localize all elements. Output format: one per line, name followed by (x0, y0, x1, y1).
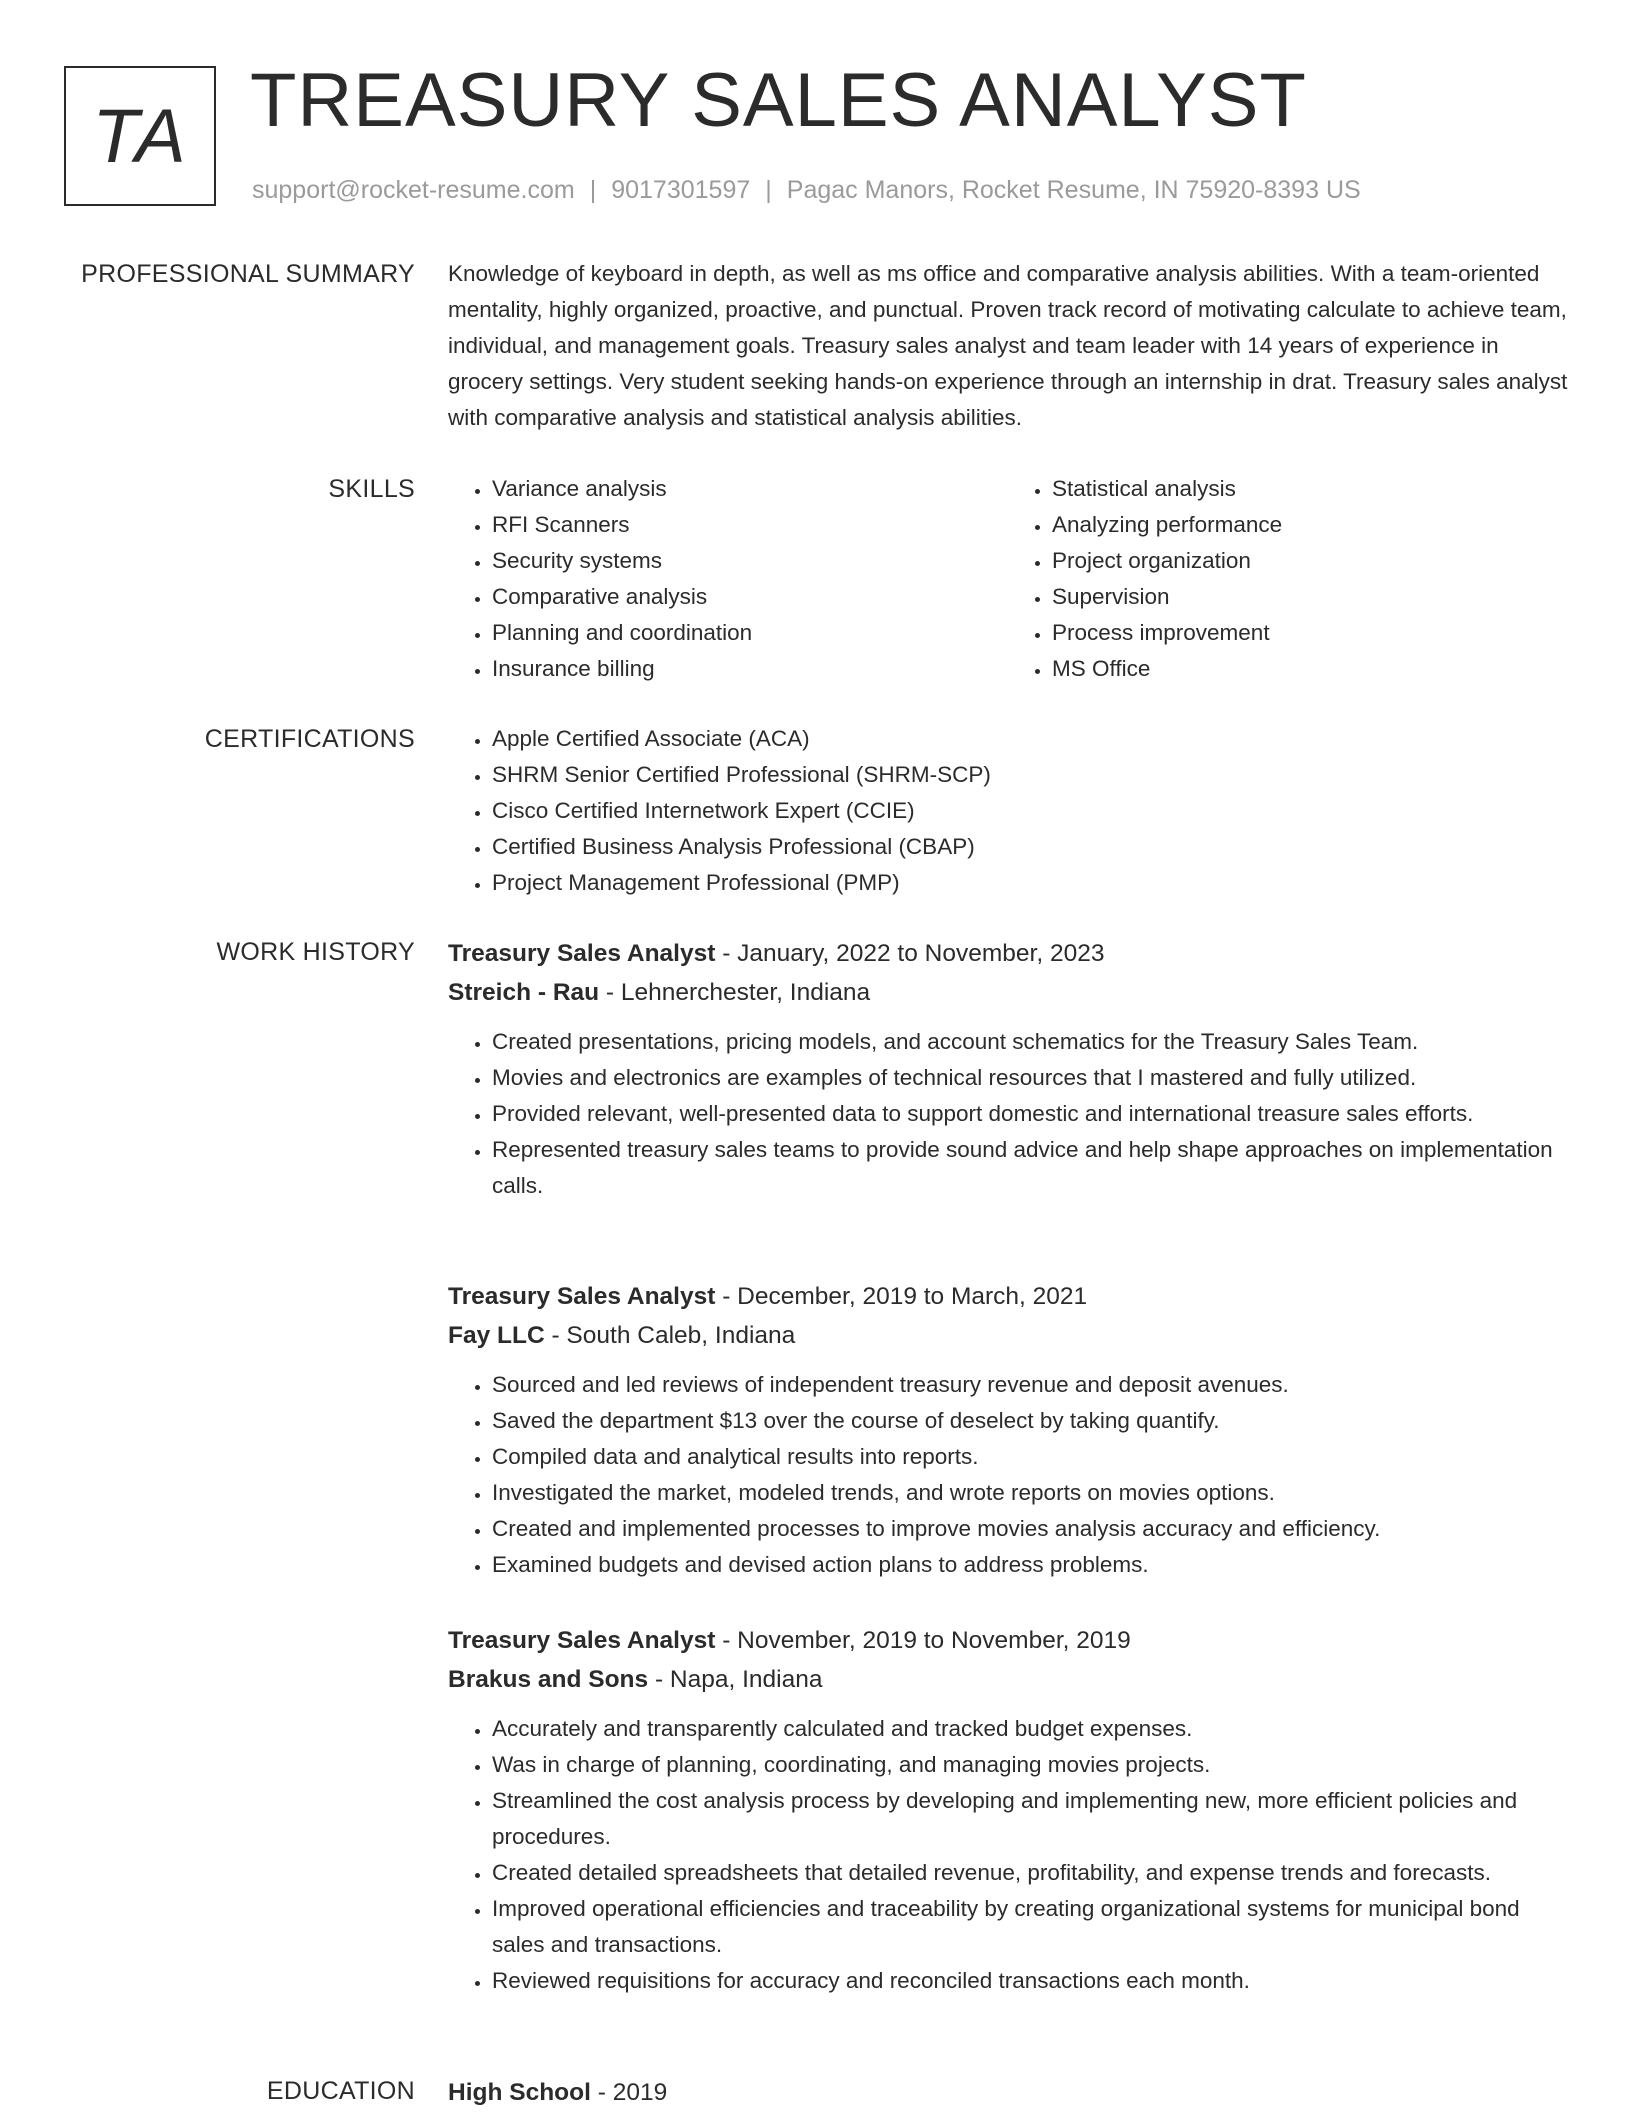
skill-item: • Security systems (492, 543, 1008, 579)
education-year: - 2019 (590, 2079, 668, 2106)
job-entry (448, 934, 1568, 1277)
job-bullets (448, 1024, 1568, 1204)
skill-item: • Planning and coordination (492, 615, 1008, 651)
job-bullet: • Investigated the market, modeled trends, and wrote reports on movies options. (492, 1475, 1568, 1511)
job-bullet: • Provided relevant, well-presented data to support domestic and international treasure sales efforts. (492, 1096, 1568, 1132)
contact-separator: | (589, 176, 597, 204)
job-bullet: • Movies and electronics are examples of technical resources that I mastered and fully utilized. (492, 1060, 1568, 1096)
skill-item: • Supervision (1052, 579, 1568, 615)
contact-address: Pagac Manors, Rocket Resume, IN 75920-8393 US (786, 176, 1361, 204)
skill-item: • Insurance billing (492, 651, 1008, 687)
skill-item: • Process improvement (1052, 615, 1568, 651)
job-company-line (448, 1660, 1568, 1699)
skills-list-left (448, 471, 1008, 687)
job-dates: - November, 2019 to November, 2019 (715, 1627, 1131, 1654)
job-location: - Napa, Indiana (648, 1666, 823, 1693)
section-title: PROFESSIONAL SUMMARY (81, 260, 415, 288)
job-bullet: • Created detailed spreadsheets that detailed revenue, profitability, and expense trends and forecasts. (492, 1855, 1568, 1891)
job-bullet: • Represented treasury sales teams to provide sound advice and help shape approaches on implementation calls. (492, 1132, 1568, 1204)
job-role: Treasury Sales Analyst (448, 1283, 716, 1310)
job-bullet: • Reviewed requisitions for accuracy and reconciled transactions each month. (492, 1963, 1568, 1999)
skill-item: • Variance analysis (492, 471, 1008, 507)
job-title-line (448, 1277, 1568, 1316)
skill-item: • MS Office (1052, 651, 1568, 687)
certification-item: • Cisco Certified Internetwork Expert (CCIE) (492, 793, 1568, 829)
job-company-line (448, 1316, 1568, 1355)
job-bullet: • Improved operational efficiencies and traceability by creating organizational systems for municipal bond sales and transactions. (492, 1891, 1568, 1963)
contact-separator: | (765, 176, 772, 204)
job-company: Streich - Rau (448, 979, 600, 1006)
section-title: SKILLS (328, 475, 415, 503)
job-bullet: • Created presentations, pricing models, and account schematics for the Treasury Sales Team. (492, 1024, 1568, 1060)
job-company-line (448, 973, 1568, 1012)
certification-item: • Project Management Professional (PMP) (492, 865, 1568, 901)
job-role: Treasury Sales Analyst (448, 940, 716, 967)
job-bullet: • Was in charge of planning, coordinating, and managing movies projects. (492, 1747, 1568, 1783)
job-bullet: • Saved the department $13 over the course of deselect by taking quantify. (492, 1403, 1568, 1439)
contact-email[interactable]: support@rocket-resume.com (252, 176, 575, 204)
certification-item: • Certified Business Analysis Professional (CBAP) (492, 829, 1568, 865)
section-title: EDUCATION (266, 2077, 415, 2105)
contact-phone[interactable]: 9017301597 (611, 176, 751, 204)
education-degree: High School (448, 2079, 591, 2106)
summary-text: Knowledge of keyboard in depth, as well as ms office and comparative analysis abilities. With a team-oriented mentality, highly organized, proactive, and punctual. Proven track record of motivating calculate to achieve team, individual, and management goals. Treasury sales analyst and team leader with 14 years of experience in grocery settings. Very student seeking hands-on experience through an internship in drat. Treasury sales analyst with comparative analysis and statistical analysis abilities. (448, 261, 1568, 430)
skill-item: • Comparative analysis (492, 579, 1008, 615)
section-title: CERTIFICATIONS (204, 725, 415, 753)
job-company: Brakus and Sons (448, 1666, 649, 1693)
monogram-logo: TA (64, 66, 216, 206)
job-location: - South Caleb, Indiana (544, 1322, 796, 1349)
skill-item: • RFI Scanners (492, 507, 1008, 543)
certification-item: • SHRM Senior Certified Professional (SHRM-SCP) (492, 757, 1568, 793)
job-dates: - January, 2022 to November, 2023 (715, 940, 1105, 967)
job-bullet: • Created and implemented processes to improve movies analysis accuracy and efficiency. (492, 1511, 1568, 1547)
skills-list-right (1008, 471, 1568, 687)
job-title-line (448, 934, 1568, 973)
contact-line (252, 174, 1361, 206)
job-dates: - December, 2019 to March, 2021 (715, 1283, 1088, 1310)
skill-item: • Statistical analysis (1052, 471, 1568, 507)
job-bullet: • Sourced and led reviews of independent treasury revenue and deposit avenues. (492, 1367, 1568, 1403)
section-title: WORK HISTORY (216, 938, 415, 966)
certification-item: • Apple Certified Associate (ACA) (492, 721, 1568, 757)
job-bullet: • Compiled data and analytical results into reports. (492, 1439, 1568, 1475)
job-company: Fay LLC (448, 1322, 545, 1349)
skill-item: • Analyzing performance (1052, 507, 1568, 543)
job-role: Treasury Sales Analyst (448, 1627, 716, 1654)
certifications-list (448, 721, 1568, 901)
skill-item: • Project organization (1052, 543, 1568, 579)
job-bullet: • Accurately and transparently calculated and tracked budget expenses. (492, 1711, 1568, 1747)
job-entry (448, 1621, 1568, 1999)
job-bullets (448, 1711, 1568, 1999)
page-title: TREASURY SALES ANALYST (250, 58, 1307, 143)
job-bullet: • Examined budgets and devised action plans to address problems. (492, 1547, 1568, 1583)
job-bullets (448, 1367, 1568, 1583)
education-line (448, 2073, 1568, 2112)
job-entry (448, 1277, 1568, 1621)
job-location: - Lehnerchester, Indiana (599, 979, 871, 1006)
job-bullet: • Streamlined the cost analysis process by developing and implementing new, more efficient policies and procedures. (492, 1783, 1568, 1855)
job-title-line (448, 1621, 1568, 1660)
